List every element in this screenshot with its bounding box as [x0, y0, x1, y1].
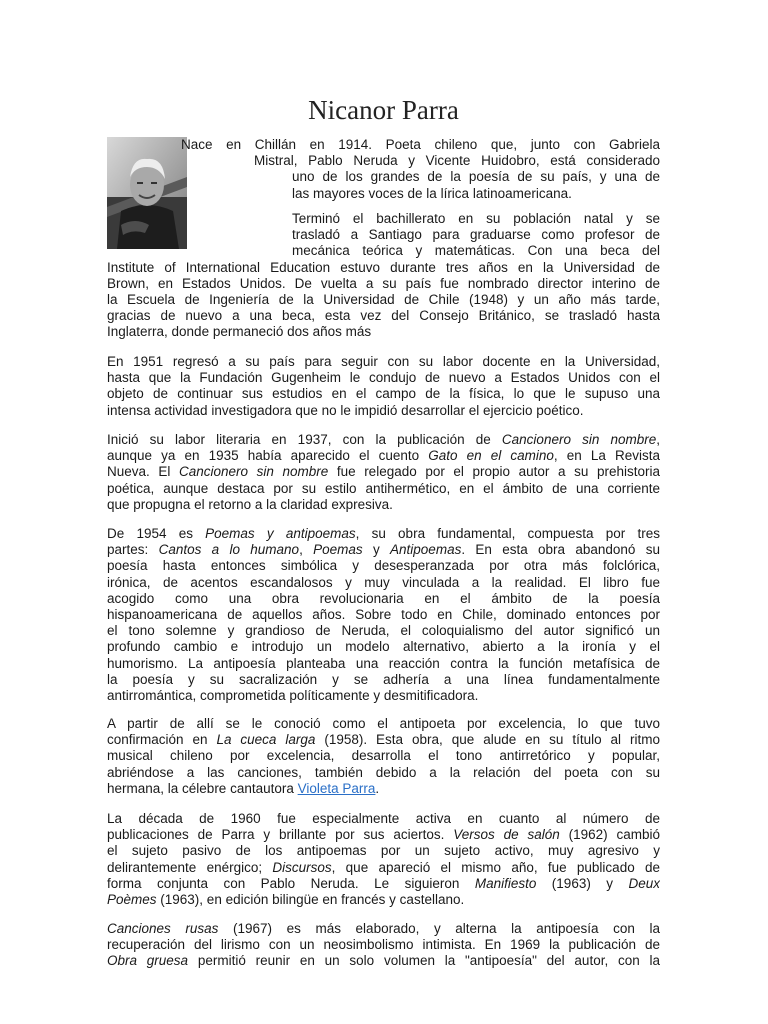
- text-line: forma conjunta con Pablo Neruda. Le siguieron Manifiesto (1963) y Deux: [107, 875, 660, 891]
- violeta-parra-link[interactable]: Violeta Parra: [297, 780, 376, 796]
- text-line: las mayores voces de la lírica latinoamericana.: [292, 185, 572, 201]
- text-line: confirmación en La cueca larga (1958). Esta obra, que alude en su título al ritmo: [107, 732, 660, 748]
- text-line: La década de 1960 fue especialmente activa en cuanto al número de: [107, 811, 660, 826]
- text-line: Brown, en Estados Unidos. De vuelta a su país fue nombrado director interino de: [107, 275, 660, 291]
- text-line: objeto de continuar sus estudios en el campo de la física, lo que le supuso una: [107, 386, 660, 402]
- text-line: uno de los grandes de la poesía de su país, y una de: [292, 169, 660, 185]
- text-line: profundo cambio e introdujo un modelo alternativo, abierto a la ironía y el: [107, 639, 660, 655]
- text-line: intensa actividad investigadora que no le impidió desarrollar el ejercicio poético.: [107, 402, 584, 418]
- text-line: Inglaterra, donde permaneció dos años más: [107, 324, 372, 340]
- text-line: recuperación del lirismo con un neosimbolismo intimista. En 1969 la publicación de: [107, 937, 660, 953]
- text-line: Obra gruesa permitió reunir en un solo volumen la "antipoesía" del autor, con la: [107, 953, 660, 969]
- text-line: gracias de nuevo a una beca, esta vez del Consejo Británico, se trasladó hasta: [107, 308, 660, 324]
- text-line: Nace en Chillán en 1914. Poeta chileno que, junto con Gabriela: [181, 137, 660, 152]
- text-line: musical chileno por excelencia, desarrolla el tono antirretórico y popular,: [107, 748, 660, 764]
- text-line: hermana, la célebre cantautora Violeta Parra.: [107, 780, 380, 796]
- paragraph-5: [107, 526, 660, 704]
- text-line: el tono solemne y grandioso de Neruda, el coloquialismo del autor significó un: [107, 623, 660, 639]
- text-line: Nueva. El Cancionero sin nombre fue relegado por el propio autor a su prehistoria: [107, 464, 660, 480]
- text-line: que propugna el retorno a la claridad expresiva.: [107, 496, 393, 512]
- text-line: irónica, de acentos escandalosos y muy vinculada a la realidad. El libro fue: [107, 574, 660, 590]
- text-line: Terminó el bachillerato en su población natal y se: [292, 211, 660, 226]
- paragraph-2: [107, 211, 660, 341]
- text-line: Institute of International Education estuvo durante tres años en la Universidad de: [107, 259, 660, 275]
- text-line: A partir de allí se le conoció como el antipoeta por excelencia, lo que tuvo: [107, 716, 660, 731]
- paragraph-4: [107, 432, 660, 513]
- text-line: poesía hasta entonces simbólica y desesperanzada por otra más folclórica,: [107, 558, 660, 574]
- document-page: [107, 0, 660, 1024]
- paragraph-7: [107, 811, 660, 908]
- text-line: hispanoamericana de aquellos años. Sobre todo en Chile, dominado entonces por: [107, 606, 660, 622]
- paragraph-1: [107, 137, 660, 202]
- paragraph-6: [107, 716, 660, 797]
- text-line: poética, aunque destaca por su estilo antihermético, en el ámbito de una corriente: [107, 480, 660, 496]
- text-line: trasladó a Santiago para graduarse como profesor de: [292, 227, 660, 243]
- text-line: Inició su labor literaria en 1937, con la publicación de Cancionero sin nombre,: [107, 432, 660, 447]
- text-line: De 1954 es Poemas y antipoemas, su obra fundamental, compuesta por tres: [107, 526, 660, 541]
- text-line: En 1951 regresó a su país para seguir con su labor docente en la Universidad,: [107, 354, 660, 369]
- text-line: Canciones rusas (1967) es más elaborado, y alterna la antipoesía con la: [107, 921, 660, 936]
- text-line: la poesía y su sacralización y se adhería a una línea fundamentalmente: [107, 671, 660, 687]
- text-line: delirantemente enérgico; Discursos, que apareció el mismo año, fue publicado de: [107, 859, 660, 875]
- text-line: hasta que la Fundación Gugenheim le condujo de nuevo a Estados Unidos con el: [107, 370, 660, 386]
- text-line: partes: Cantos a lo humano, Poemas y Antipoemas. En esta obra abandonó su: [107, 542, 660, 558]
- text-line: Poèmes (1963), en edición bilingüe en francés y castellano.: [107, 891, 465, 907]
- text-line: aunque ya en 1935 había aparecido el cuento Gato en el camino, en La Revista: [107, 448, 660, 464]
- text-line: acogido como una obra revolucionaria en el ámbito de la poesía: [107, 590, 660, 606]
- text-line: humorismo. La antipoesía planteaba una reacción contra la función metafísica de: [107, 655, 660, 671]
- text-line: la Escuela de Ingeniería de la Universidad de Chile (1948) y un año más tarde,: [107, 291, 660, 307]
- text-line: Mistral, Pablo Neruda y Vicente Huidobro, está considerado: [254, 153, 660, 169]
- text-line: publicaciones de Parra y brillante por sus aciertos. Versos de salón (1962) cambió: [107, 827, 660, 843]
- text-line: mecánica teórica y matemáticas. Con una beca del: [292, 243, 660, 259]
- paragraph-3: [107, 354, 660, 419]
- page-title: Nicanor Parra: [308, 95, 459, 125]
- text-line: antirromántica, comprometida políticamente y desmitificadora.: [107, 687, 479, 703]
- text-line: abriéndose a las canciones, también debido a la relación del poeta con su: [107, 764, 660, 780]
- paragraph-8: [107, 921, 660, 970]
- text-line: el sujeto pasivo de los antipoemas por un sujeto activo, muy agresivo y: [107, 843, 660, 859]
